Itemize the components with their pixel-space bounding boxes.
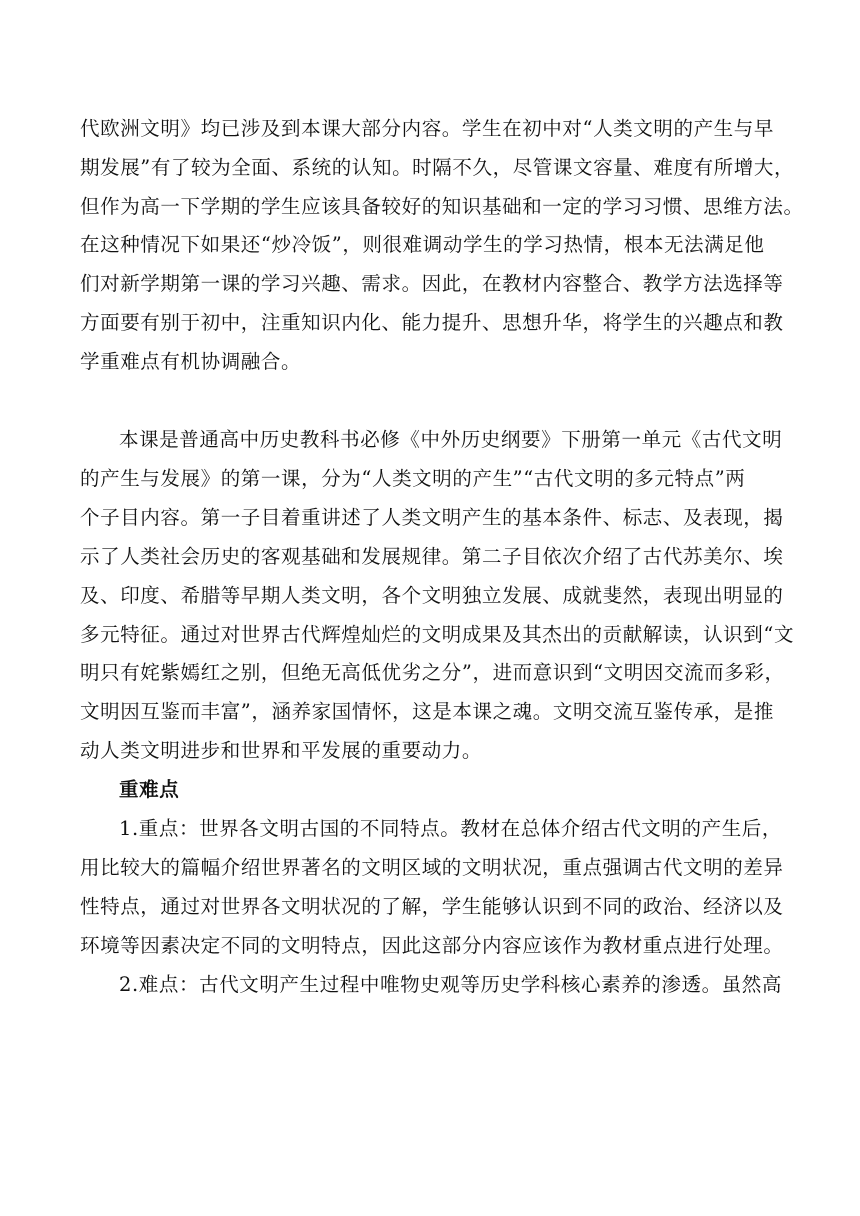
text-line: 个子目内容。第一子目着重讲述了人类文明产生的基本条件、标志、及表现，揭 xyxy=(80,506,784,529)
text-line: 的产生与发展》的第一课，分为“人类文明的产生”“古代文明的多元特点”两 xyxy=(80,467,746,490)
section-heading: 重难点 xyxy=(119,778,180,801)
text-line: 期发展”有了较为全面、系统的认知。时隔不久，尽管课文容量、难度有所增大， xyxy=(80,156,795,179)
text-line: 学重难点有机协调融合。 xyxy=(80,350,302,373)
text-line: 2.难点：古代文明产生过程中唯物史观等历史学科核心素养的渗透。虽然高 xyxy=(119,973,783,996)
text-line: 本课是普通高中历史教科书必修《中外历史纲要》下册第一单元《古代文明 xyxy=(119,428,783,451)
text-line: 但作为高一下学期的学生应该具备较好的知识基础和一定的学习习惯、思维方法。 xyxy=(80,195,804,218)
text-line: 动人类文明进步和世界和平发展的重要动力。 xyxy=(80,739,483,762)
text-line: 多元特征。通过对世界古代辉煌灿烂的文明成果及其杰出的贡献解读，认识到“文 xyxy=(80,623,795,646)
text-line: 及、印度、希腊等早期人类文明，各个文明独立发展、成就斐然，表现出明显的 xyxy=(80,584,784,607)
text-line: 们对新学期第一课的学习兴趣、需求。因此，在教材内容整合、教学方法选择等 xyxy=(80,272,784,295)
text-line: 在这种情况下如果还“炒冷饭”，则很难调动学生的学习热情，根本无法满足他 xyxy=(80,233,765,256)
text-line: 文明因互鉴而丰富”，涵养家国情怀，这是本课之魂。文明交流互鉴传承，是推 xyxy=(80,700,774,723)
text-line: 示了人类社会历史的客观基础和发展规律。第二子目依次介绍了古代苏美尔、埃 xyxy=(80,545,784,568)
text-line: 环境等因素决定不同的文明特点，因此这部分内容应该作为教材重点进行处理。 xyxy=(80,934,784,957)
text-line: 1.重点：世界各文明古国的不同特点。教材在总体介绍古代文明的产生后， xyxy=(119,817,783,840)
text-line: 代欧洲文明》均已涉及到本课大部分内容。学生在初中对“人类文明的产生与早 xyxy=(80,117,774,140)
text-line: 方面要有别于初中，注重知识内化、能力提升、思想升华，将学生的兴趣点和教 xyxy=(80,311,784,334)
text-line: 用比较大的篇幅介绍世界著名的文明区域的文明状况，重点强调古代文明的差异 xyxy=(80,856,784,879)
text-line: 性特点，通过对世界各文明状况的了解，学生能够认识到不同的政治、经济以及 xyxy=(80,895,784,918)
text-line: 明只有姹紫嫣红之别，但绝无高低优劣之分”，进而意识到“文明因交流而多彩， xyxy=(80,661,785,684)
